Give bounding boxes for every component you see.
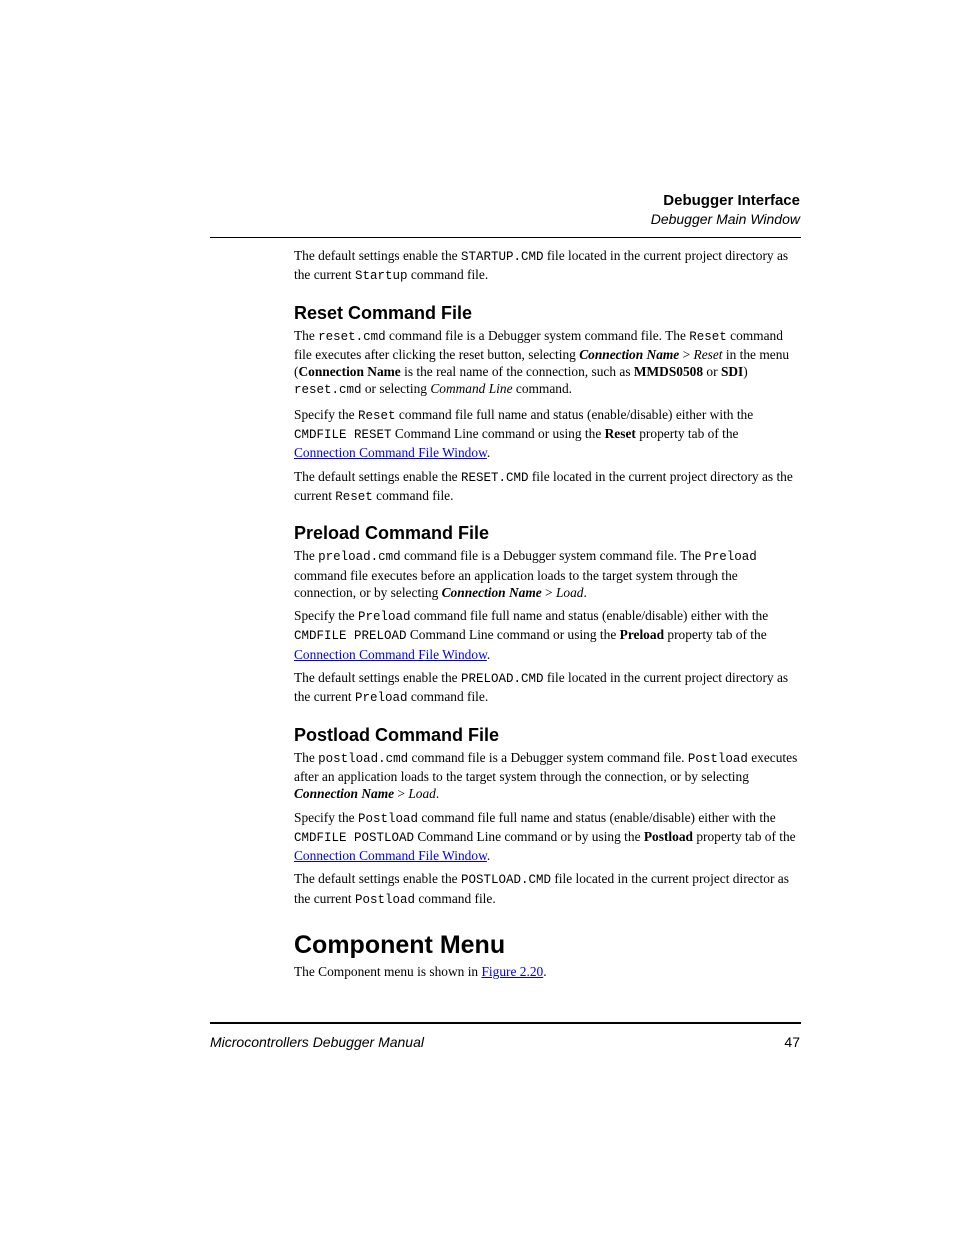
header-rule bbox=[210, 237, 801, 238]
postload-paragraph-3: The default settings enable the POSTLOAD.CMD file located in the current project director as the current Postload command file. bbox=[294, 871, 789, 907]
footer-manual-title: Microcontrollers Debugger Manual bbox=[210, 1034, 424, 1050]
reset-heading: Reset Command File bbox=[294, 302, 473, 323]
running-header-title: Debugger Interface bbox=[663, 192, 800, 209]
postload-paragraph-2: Specify the Postload command file full name and status (enable/disable) either with the CMDFILE POSTLOAD Command Line command or by using the Postload property tab of the Connection Command File Window. bbox=[294, 809, 796, 864]
preload-paragraph-2: Specify the Preload command file full name and status (enable/disable) either with the CMDFILE PRELOAD Command Line command or using the Preload property tab of the Connection Command File Window. bbox=[294, 608, 769, 662]
reset-paragraph-1: The reset.cmd command file is a Debugger system command file. The Reset command file executes after clicking the reset button, selecting Connection Name > Reset in the menu (Connection Name is the real name of the connection, such as MMDS0508 or SDI) reset.cmd or selecting Command Line command. bbox=[294, 327, 790, 398]
preload-paragraph-1: The preload.cmd command file is a Debugger system command file. The Preload command file executes before an application loads to the target system through the connection, or by selecting Connection Name > Load. bbox=[294, 548, 757, 600]
reset-paragraph-2: Specify the Reset command file full name and status (enable/disable) either with the CMDFILE RESET Command Line command or using the Reset property tab of the Connection Command File Window. bbox=[294, 406, 754, 461]
intro-paragraph: The default settings enable the STARTUP.CMD file located in the current project directory as the current Startup command file. bbox=[294, 248, 789, 284]
reset-paragraph-3: The default settings enable the RESET.CMD file located in the current project directory as the current Reset command file. bbox=[294, 468, 793, 504]
postload-heading: Postload Command File bbox=[294, 724, 500, 745]
page-body bbox=[294, 247, 802, 986]
page-number: 47 bbox=[784, 1034, 800, 1050]
preload-heading: Preload Command File bbox=[294, 523, 490, 544]
figure-link[interactable]: Figure 2.20 bbox=[481, 964, 544, 980]
connection-command-file-window-link[interactable]: Connection Command File Window bbox=[294, 848, 487, 864]
component-menu-paragraph: The Component menu is shown in Figure 2.20. bbox=[294, 964, 547, 980]
footer-rule bbox=[210, 1022, 801, 1024]
connection-command-file-window-link[interactable]: Connection Command File Window bbox=[294, 445, 487, 461]
running-header-subtitle: Debugger Main Window bbox=[650, 211, 800, 227]
preload-paragraph-3: The default settings enable the PRELOAD.CMD file located in the current project directory as the current Preload command file. bbox=[294, 670, 789, 706]
connection-command-file-window-link[interactable]: Connection Command File Window bbox=[294, 646, 487, 662]
postload-paragraph-1: The postload.cmd command file is a Debugger system command file. Postload executes after an application loads to the target system through the connection, or by selecting Connection Name > Load. bbox=[294, 749, 798, 802]
component-menu-heading: Component Menu bbox=[294, 931, 506, 960]
